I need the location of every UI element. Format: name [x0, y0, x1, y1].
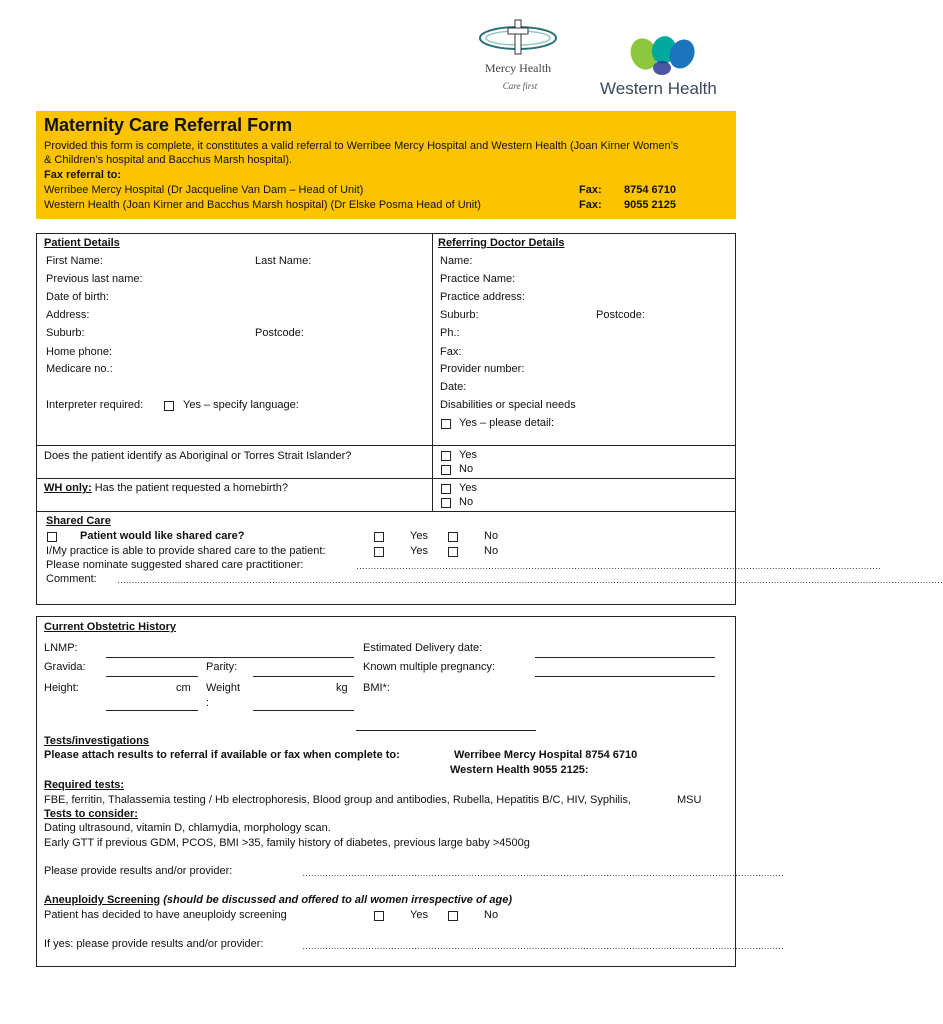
first-name-label: First Name: [46, 255, 103, 267]
interpreter-yes-checkbox[interactable] [164, 401, 174, 411]
mercy-name-text: Mercy Health [484, 61, 552, 75]
edd-label: Estimated Delivery date: [363, 642, 483, 654]
right-border [735, 233, 736, 605]
aboriginal-yes-checkbox[interactable] [441, 451, 451, 461]
parity-field[interactable] [253, 676, 354, 677]
aneuploidy-note: (should be discussed and offered to all women irrespective of age) [160, 894, 513, 906]
consider-tests-line2: Early GTT if previous GDM, PCOS, BMI >35, family history of diabetes, previous large baby >4500g [44, 837, 530, 849]
aneuploidy-heading: Aneuploidy Screening [44, 894, 161, 906]
aneuploidy-no-checkbox[interactable] [448, 911, 458, 921]
interpreter-option-label: Yes – specify language: [183, 399, 299, 411]
bmi-label: BMI*: [363, 682, 390, 694]
tests-fax-wmh: Werribee Mercy Hospital 8754 6710 [454, 749, 638, 761]
date-label: Date: [440, 381, 467, 393]
patient-details-heading: Patient Details [44, 237, 120, 249]
section-divider [36, 966, 736, 967]
aneuploidy-yes-checkbox[interactable] [374, 911, 384, 921]
wh-only-label: WH only: [44, 482, 92, 494]
doctor-fax-label: Fax: [440, 346, 462, 358]
section-divider [36, 616, 736, 617]
tests-provider-label: Please provide results and/or provider: [44, 865, 233, 877]
suburb-label: Suburb: [46, 327, 85, 339]
shared-care-q1: Patient would like shared care? [80, 530, 245, 542]
multiple-pregnancy-field[interactable] [535, 676, 715, 677]
shared-care-checkbox[interactable] [47, 532, 57, 542]
section-divider [36, 511, 736, 512]
fax-label-1: Fax: [579, 184, 602, 196]
column-divider [432, 233, 433, 511]
homebirth-yes-label: Yes [459, 482, 477, 494]
aboriginal-no-checkbox[interactable] [441, 465, 451, 475]
aneuploidy-provider-input-dots[interactable]: …………………………………………………………………………………………………………………………………………………… [302, 941, 784, 951]
hospital1-text: Werribee Mercy Hospital (Dr Jacqueline Van Dam – Head of Unit) [44, 184, 364, 196]
lnmp-field[interactable] [106, 657, 354, 658]
consider-tests-line1: Dating ultrasound, vitamin D, chlamydia, morphology scan. [44, 822, 331, 834]
comment-input-dots[interactable]: ……………………………………………………………………………………………………………………………………………………………………………………………………………………………………………………………… [117, 575, 943, 585]
bmi-field[interactable] [356, 730, 536, 731]
tests-heading: Tests/investigations [44, 735, 149, 747]
hospital2-text: Western Health (Joan Kirner and Bacchus Marsh hospital) (Dr Elske Posma Head of Unit) [44, 199, 481, 211]
homebirth-question: Has the patient requested a homebirth? [91, 482, 288, 494]
aneuploidy-yes-label: Yes [410, 909, 428, 921]
aboriginal-no-label: No [459, 463, 474, 475]
shared-care-q1-no: No [484, 530, 499, 542]
aneuploidy-no-label: No [484, 909, 499, 921]
homebirth-yes-checkbox[interactable] [441, 484, 451, 494]
fax-label-2: Fax: [579, 199, 602, 211]
aboriginal-question: Does the patient identify as Aboriginal or Torres Strait Islander? [44, 450, 352, 462]
parity-label: Parity: [206, 661, 238, 673]
obstetric-heading: Current Obstetric History [44, 621, 177, 633]
form-title: Maternity Care Referral Form [44, 115, 293, 135]
shared-care-q2-no-checkbox[interactable] [448, 547, 458, 557]
tests-provider-input-dots[interactable]: …………………………………………………………………………………………………………………………………………………… [302, 868, 784, 878]
left-border [36, 616, 37, 966]
weight-field[interactable] [253, 710, 354, 711]
doctor-postcode-label: Postcode: [596, 309, 645, 321]
western-health-logo [598, 34, 738, 102]
section-divider [36, 445, 736, 446]
height-label: Height: [44, 682, 79, 694]
practice-address-label: Practice address: [440, 291, 525, 303]
consider-tests-heading: Tests to consider: [44, 808, 138, 820]
aboriginal-yes-label: Yes [459, 449, 477, 461]
section-divider [36, 478, 736, 479]
shared-care-q2: I/My practice is able to provide shared care to the patient: [46, 545, 326, 557]
weight-colon: : [206, 697, 210, 709]
msu-text: MSU [677, 794, 702, 806]
home-phone-label: Home phone: [46, 346, 113, 358]
multiple-pregnancy-label: Known multiple pregnancy: [363, 661, 496, 673]
shared-care-q1-no-checkbox[interactable] [448, 532, 458, 542]
medicare-label: Medicare no.: [46, 363, 113, 375]
doctor-suburb-label: Suburb: [440, 309, 479, 321]
aneuploidy-provider-label: If yes: please provide results and/or provider: [44, 938, 264, 950]
shared-care-q2-yes-checkbox[interactable] [374, 547, 384, 557]
comment-label: Comment: [46, 573, 97, 585]
aneuploidy-decided-label: Patient has decided to have aneuploidy screening [44, 909, 287, 921]
provider-number-label: Provider number: [440, 363, 525, 375]
homebirth-no-checkbox[interactable] [441, 498, 451, 508]
tests-fax-wh: Western Health 9055 2125: [450, 764, 589, 776]
last-name-label: Last Name: [255, 255, 312, 267]
weight-unit: kg [336, 682, 348, 694]
fax-number-1: 8754 6710 [624, 184, 676, 196]
disabilities-option-label: Yes – please detail: [459, 417, 554, 429]
edd-field[interactable] [535, 657, 715, 658]
previous-last-name-label: Previous last name: [46, 273, 143, 285]
shared-care-q3: Please nominate suggested shared care practitioner: [46, 559, 304, 571]
lnmp-label: LNMP: [44, 642, 78, 654]
disabilities-label: Disabilities or special needs [440, 399, 576, 411]
height-field[interactable] [106, 710, 198, 711]
practitioner-input-dots[interactable]: ………………………………………………………………………………………………………………………………………………………………… [356, 561, 881, 571]
gravida-field[interactable] [106, 676, 198, 677]
doctor-name-label: Name: [440, 255, 473, 267]
doctor-phone-label: Ph.: [440, 327, 460, 339]
dob-label: Date of birth: [46, 291, 109, 303]
mercy-health-logo [470, 16, 570, 98]
required-tests-heading: Required tests: [44, 779, 125, 791]
shared-care-q2-yes: Yes [410, 545, 428, 557]
interpreter-label: Interpreter required: [46, 399, 144, 411]
homebirth-no-label: No [459, 496, 474, 508]
postcode-label: Postcode: [255, 327, 304, 339]
doctor-details-heading: Referring Doctor Details [438, 237, 565, 249]
height-unit: cm [176, 682, 191, 694]
shared-care-heading: Shared Care [46, 515, 111, 527]
required-tests-list: FBE, ferritin, Thalassemia testing / Hb electrophoresis, Blood group and antibodies, Rubella, Hepatitis B/C, HIV, Syphilis, [44, 794, 631, 806]
referral-header-banner [36, 111, 736, 219]
right-border [735, 616, 736, 966]
tests-instruction: Please attach results to referral if available or fax when complete to: [44, 749, 400, 761]
weight-label: Weight [206, 682, 241, 694]
gravida-label: Gravida: [44, 661, 86, 673]
western-name-text: Western Health [600, 79, 717, 98]
address-label: Address: [46, 309, 90, 321]
shared-care-q2-no: No [484, 545, 499, 557]
section-divider [36, 604, 736, 605]
shared-care-q1-yes-checkbox[interactable] [374, 532, 384, 542]
practice-name-label: Practice Name: [440, 273, 516, 285]
disabilities-yes-checkbox[interactable] [441, 419, 451, 429]
shared-care-q1-yes: Yes [410, 530, 428, 542]
intro-text-line1: Provided this form is complete, it constitutes a valid referral to Werribee Mercy Hospital and Western Health (Joan Kirner Women’s [44, 140, 679, 152]
section-divider [36, 233, 736, 234]
mercy-tagline-text: Care first [502, 81, 538, 91]
fax-number-2: 9055 2125 [624, 199, 676, 211]
left-border [36, 233, 37, 605]
fax-heading: Fax referral to: [44, 169, 122, 181]
intro-text-line2: & Children’s hospital and Bacchus Marsh hospital). [44, 154, 293, 166]
